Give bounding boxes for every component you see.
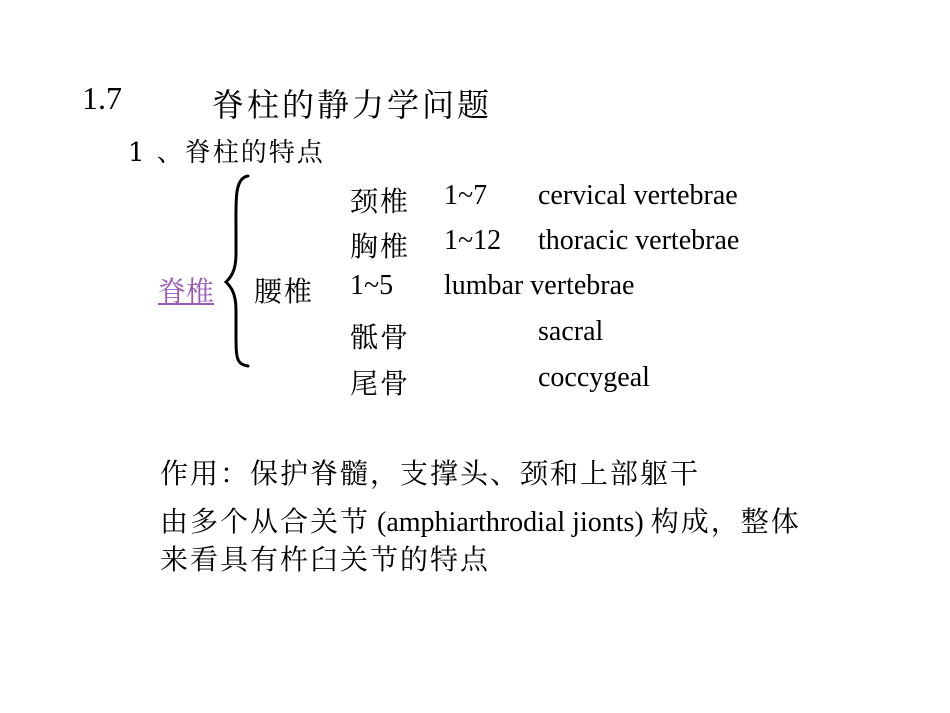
- structure-line-1-en: (amphiarthrodial jionts): [370, 507, 651, 538]
- row-sacral-cn: 骶骨: [350, 321, 411, 354]
- spine-link[interactable]: 脊椎: [158, 275, 215, 308]
- row-lumbar-range: 1~5: [350, 270, 394, 301]
- row-coccygeal-cn: 尾骨: [350, 367, 411, 400]
- row-cervical-cn: 颈椎: [350, 185, 411, 218]
- page-title: 脊柱的静力学问题: [212, 86, 493, 124]
- section-number: 1.7: [82, 80, 122, 116]
- row-cervical-range: 1~7: [444, 180, 488, 211]
- row-thoracic-en: thoracic vertebrae: [538, 225, 740, 256]
- row-lumbar-en: lumbar vertebrae: [444, 270, 635, 301]
- structure-line-1: [160, 500, 801, 540]
- curly-brace-icon: [224, 172, 254, 370]
- row-coccygeal-en: coccygeal: [538, 362, 650, 393]
- section-subtitle: 1 、脊柱的特点: [128, 138, 325, 168]
- structure-line-1-cn2: 构成，整体: [650, 505, 801, 538]
- function-text: 作用：保护脊髓，支撑头、颈和上部躯干: [160, 457, 701, 490]
- row-lumbar-cn: 腰椎: [254, 275, 315, 308]
- row-thoracic-cn: 胸椎: [350, 230, 411, 263]
- row-sacral-en: sacral: [538, 316, 604, 347]
- row-cervical-en: cervical vertebrae: [538, 180, 738, 211]
- structure-line-1-cn: 由多个从合关节: [160, 505, 371, 538]
- row-thoracic-range: 1~12: [444, 225, 502, 256]
- structure-line-2: 来看具有杵臼关节的特点: [160, 543, 491, 576]
